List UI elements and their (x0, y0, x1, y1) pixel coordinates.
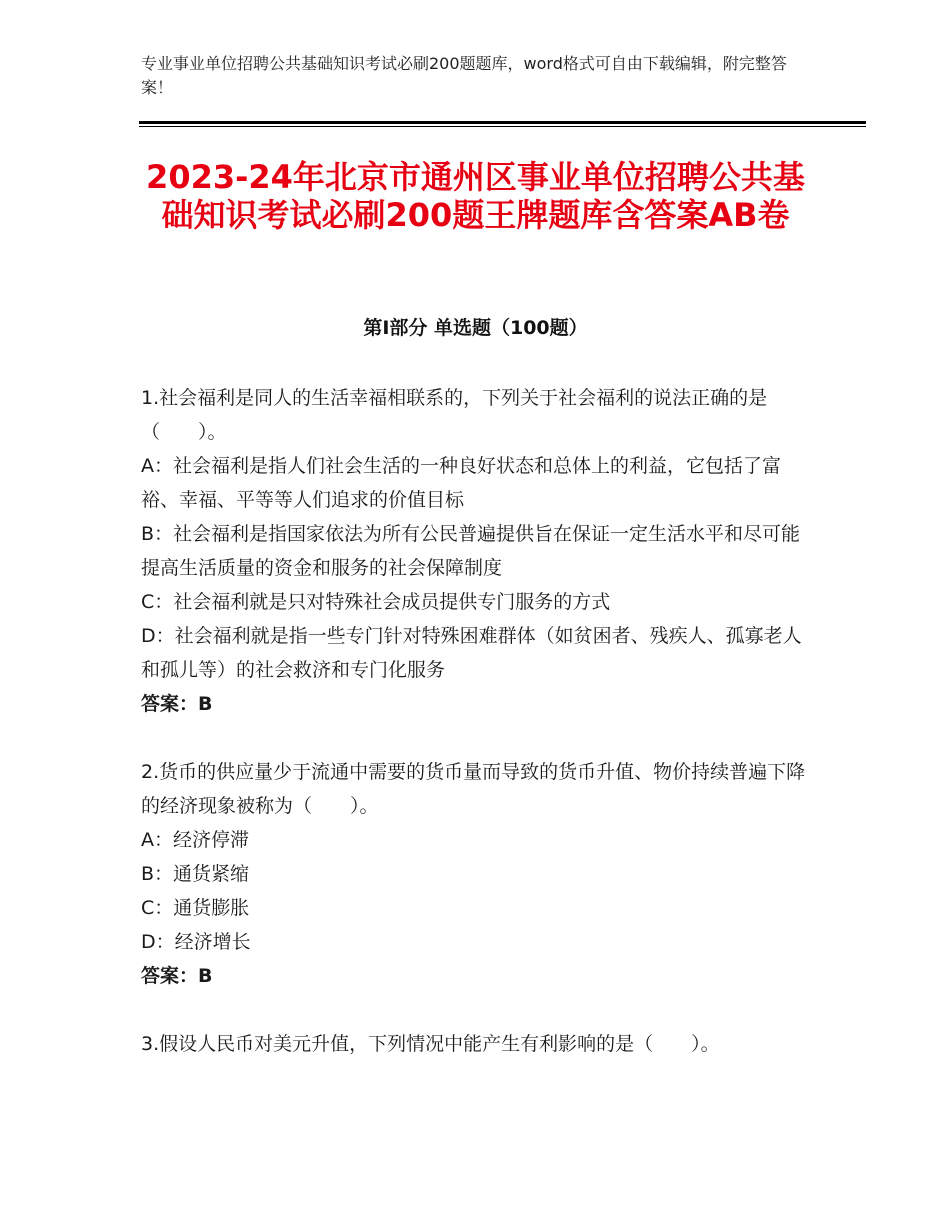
answer-line (141, 687, 813, 721)
section-title: 第Ⅰ部分 单选题（100题） (363, 317, 588, 339)
document-title: 2023-24年北京市通州区事业单位招聘公共基础知识考试必刷200题王牌题库含答案AB卷 (146, 158, 805, 234)
answer-value: B (198, 965, 213, 987)
question-list (141, 381, 813, 1095)
question-2 (141, 755, 813, 993)
question-3 (141, 1027, 813, 1061)
option-b: B：通货紧缩 (141, 863, 250, 885)
option-d: D：社会福利就是指一些专门针对特殊困难群体（如贫困者、残疾人、孤寡老人和孤儿等）的社会救济和专门化服务 (141, 625, 802, 681)
answer-line (141, 959, 813, 993)
option-d: D：经济增长 (141, 931, 251, 953)
question-stem: 1.社会福利是同人的生活幸福相联系的，下列关于社会福利的说法正确的是（ ）。 (141, 387, 768, 443)
answer-label: 答案： (141, 965, 199, 987)
option-b: B：社会福利是指国家依法为所有公民普遍提供旨在保证一定生活水平和尽可能提高生活质量的资金和服务的社会保障制度 (141, 523, 801, 579)
option-c: C：通货膨胀 (141, 897, 250, 919)
question-stem: 3.假设人民币对美元升值，下列情况中能产生有利影响的是（ ）。 (141, 1033, 720, 1055)
document-header-note: 专业事业单位招聘公共基础知识考试必刷200题题库，word格式可自由下载编辑，附完整答案！ (141, 54, 787, 97)
header-divider-thin (139, 126, 866, 127)
question-stem: 2.货币的供应量少于流通中需要的货币量而导致的货币升值、物价持续普遍下降的经济现象被称为（ ）。 (141, 761, 806, 817)
option-a: A：社会福利是指人们社会生活的一种良好状态和总体上的利益，它包括了富裕、幸福、平等等人们追求的价值目标 (141, 455, 781, 511)
answer-value: B (198, 693, 213, 715)
header-divider-thick (139, 121, 866, 124)
answer-label: 答案： (141, 693, 199, 715)
option-a: A：经济停滞 (141, 829, 249, 851)
question-1 (141, 381, 813, 721)
option-c: C：社会福利就是只对特殊社会成员提供专门服务的方式 (141, 591, 611, 613)
